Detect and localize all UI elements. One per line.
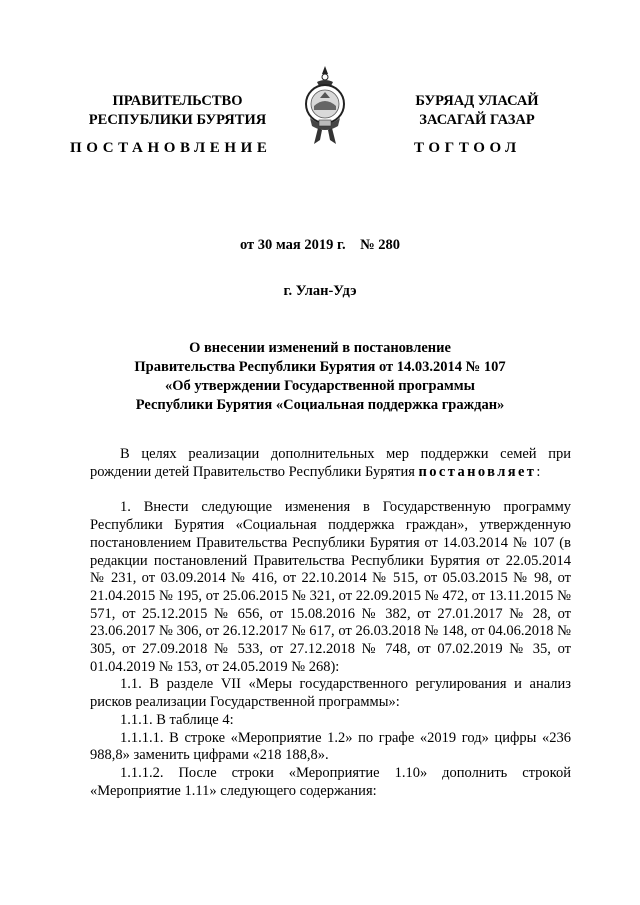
header-left-title: ПОСТАНОВЛЕНИЕ: [70, 140, 272, 156]
header-left-line-2: РЕСПУБЛИКИ БУРЯТИЯ: [88, 112, 267, 128]
paragraph-1: 1. Внести следующие изменения в Государственную программу Республики Бурятия «Социальная поддержка граждан», утвержденную постановлением Правительства Республики Бурятия от 14.03.2014 № 107 (в редакции постановлений Правительства Республики Бурятия от 22.05.2014 № 231, от 03.09.2014 № 416, от 22.10.2014 № 515, от 05.03.2015 № 98, от 21.04.2015 № 195, от 25.06.2015 № 321, от 22.09.2015 № 472, от 13.11.2015 № 571, от 25.12.2015 № 656, от 15.08.2016 № 382, от 27.01.2017 № 28, от 23.06.2017 № 306, от 26.12.2017 № 617, от 26.03.2018 № 148, от 04.06.2018 № 305, от 27.09.2018 № 533, от 27.12.2018 № 748, от 07.02.2019 № 35, от 01.04.2019 № 153, от 24.05.2019 № 268):: [90, 499, 571, 675]
document-city: г. Улан-Удэ: [283, 283, 357, 299]
header-left-line-1: ПРАВИТЕЛЬСТВО: [112, 93, 243, 109]
header-left-block: [70, 92, 285, 130]
paragraph-1-1-1-2: 1.1.1.2. После строки «Мероприятие 1.10» дополнить строкой «Мероприятие 1.11» следующего содержания:: [90, 764, 571, 799]
header-right-line-1: БУРЯАД УЛАСАЙ: [415, 93, 539, 109]
header-right-block: [372, 92, 582, 130]
paragraph-1-1-1-1: 1.1.1.1. В строке «Мероприятие 1.2» по графе «2019 год» цифры «236 988,8» заменить цифрами «218 188,8».: [90, 729, 571, 764]
header-right-line-2: ЗАСАГАЙ ГАЗАР: [419, 112, 535, 128]
header-right-title: ТОГТООЛ: [414, 140, 521, 156]
title-line-1: О внесении изменений в постановление: [189, 340, 451, 356]
paragraph-1-1: 1.1. В разделе VII «Меры государственного регулирования и анализ рисков реализации Государственной программы»:: [90, 676, 571, 711]
document-title: [0, 339, 640, 415]
coat-of-arms-icon: [300, 60, 350, 156]
document-body: [90, 446, 571, 800]
title-line-3: «Об утверждении Государственной программы: [165, 378, 475, 394]
title-line-4: Республики Бурятия «Социальная поддержка граждан»: [135, 397, 505, 413]
paragraph-1-1-1: 1.1.1. В таблице 4:: [120, 711, 234, 728]
preamble-text: В целях реализации дополнительных мер поддержки семей при рождении детей Правительство Республики Бурятия: [90, 446, 571, 480]
preamble-end: :: [536, 463, 541, 480]
document-date-number: от 30 мая 2019 г. № 280: [239, 237, 401, 253]
preamble-paragraph: [90, 446, 571, 481]
title-line-2: Правительства Республики Бурятия от 14.03.2014 № 107: [134, 359, 506, 375]
preamble-keyword: постановляет: [418, 463, 537, 480]
